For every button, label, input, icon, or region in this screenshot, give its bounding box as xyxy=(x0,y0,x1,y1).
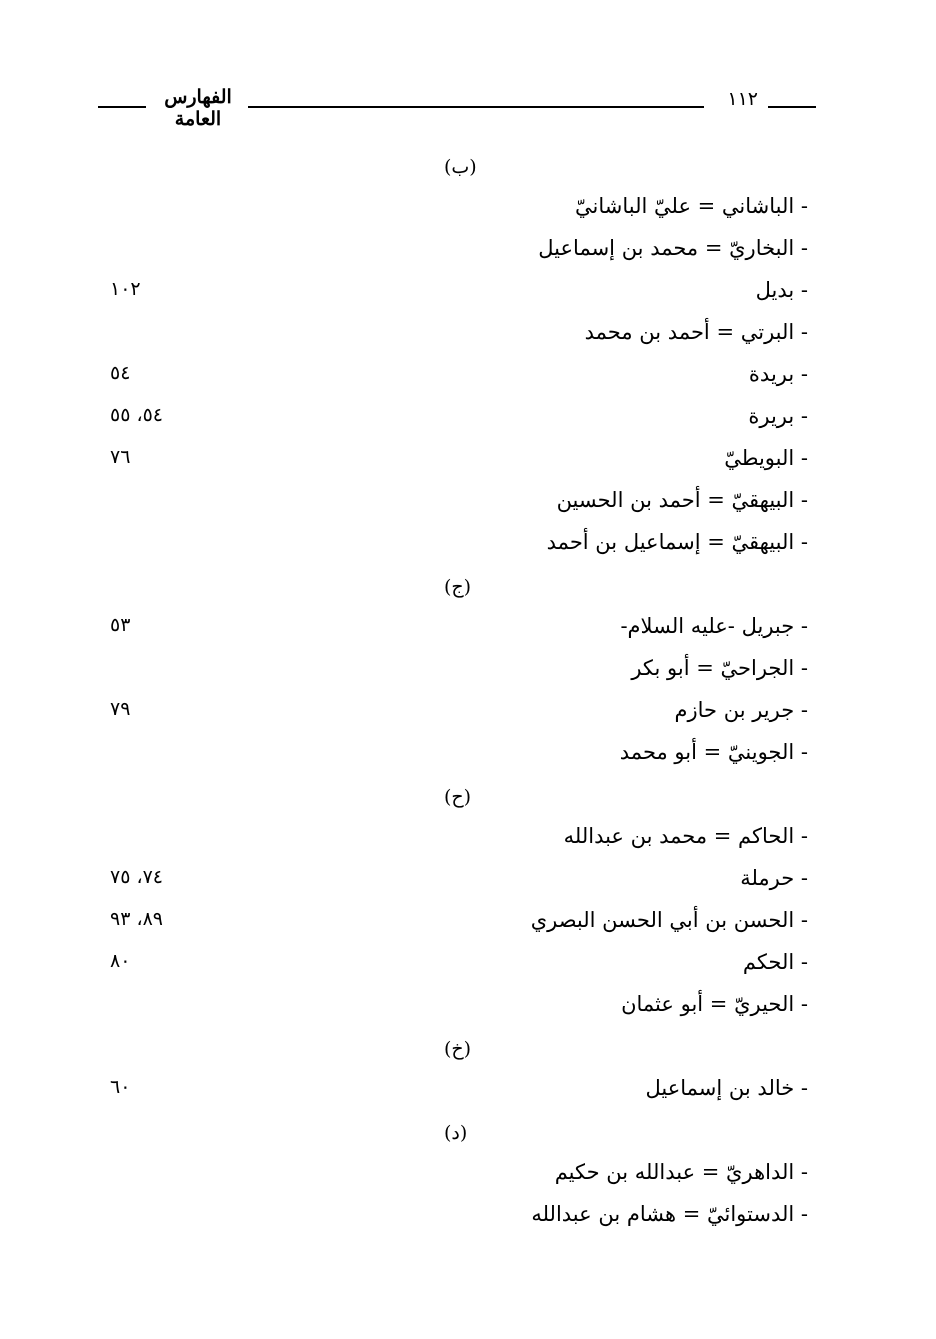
entry-name: - البيهقيّ = إسماعيل بن أحمد xyxy=(546,530,808,554)
header-rule-right xyxy=(768,106,816,108)
entry-page-numbers: ٦٠ xyxy=(110,1076,131,1098)
entry-page-numbers: ٥٣ xyxy=(110,614,131,636)
index-entry xyxy=(108,442,808,484)
index-entry xyxy=(108,316,808,358)
index-entry xyxy=(108,610,808,652)
entry-page-numbers: ٨٩، ٩٣ xyxy=(110,908,164,930)
entry-name: - البيهقيّ = أحمد بن الحسين xyxy=(556,488,808,512)
header-rule-left xyxy=(98,106,146,108)
index-entry xyxy=(108,904,808,946)
entry-name: - الحكم xyxy=(742,950,808,974)
entry-name: - الجراحيّ = أبو بكر xyxy=(631,656,808,680)
entry-name: - بديل xyxy=(755,278,808,302)
header-rule-middle xyxy=(248,106,704,108)
entry-name: - جرير بن حازم xyxy=(674,698,808,722)
entry-name: - الباشاني = عليّ الباشانيّ xyxy=(575,194,808,218)
index-entry xyxy=(108,652,808,694)
index-entry xyxy=(108,946,808,988)
entry-name: - الحسن بن أبي الحسن البصري xyxy=(530,908,808,932)
index-entry xyxy=(108,274,808,316)
entry-name: - الجوينيّ = أبو محمد xyxy=(619,740,808,764)
index-entry xyxy=(108,484,808,526)
index-entry xyxy=(108,694,808,736)
section-letter: (ب) xyxy=(444,156,477,178)
entry-name: - حرملة xyxy=(740,866,808,890)
entry-name: - جبريل -عليه السلام- xyxy=(620,614,808,638)
index-entry xyxy=(108,1156,808,1198)
header-title: الفهارس العامة xyxy=(164,86,232,130)
entry-page-numbers: ١٠٢ xyxy=(110,278,141,300)
section-letter: (د) xyxy=(444,1122,468,1144)
entry-name: - بريرة xyxy=(748,404,808,428)
section-letter-heading xyxy=(108,568,808,610)
section-letter-heading xyxy=(108,1030,808,1072)
index-entry xyxy=(108,400,808,442)
entry-page-numbers: ٥٤ xyxy=(110,362,131,384)
entry-name: - البرتي = أحمد بن محمد xyxy=(584,320,808,344)
entry-name: - البخاريّ = محمد بن إسماعيل xyxy=(538,236,808,260)
index-list xyxy=(108,148,808,1240)
index-entry xyxy=(108,988,808,1030)
running-header xyxy=(98,78,816,130)
entry-page-numbers: ٧٦ xyxy=(110,446,131,468)
index-entry xyxy=(108,736,808,778)
index-entry xyxy=(108,862,808,904)
index-entry xyxy=(108,1072,808,1114)
entry-name: - الحاكم = محمد بن عبدالله xyxy=(563,824,808,848)
section-letter: (ج) xyxy=(444,576,472,598)
index-entry xyxy=(108,232,808,274)
entry-page-numbers: ٨٠ xyxy=(110,950,131,972)
index-entry xyxy=(108,1198,808,1240)
page-number: ١١٢ xyxy=(721,88,764,110)
entry-name: - خالد بن إسماعيل xyxy=(645,1076,808,1100)
index-entry xyxy=(108,358,808,400)
entry-name: - بريدة xyxy=(748,362,808,386)
entry-page-numbers: ٧٤، ٧٥ xyxy=(110,866,164,888)
index-entry xyxy=(108,526,808,568)
section-letter: (خ) xyxy=(444,1038,472,1060)
section-letter-heading xyxy=(108,1114,808,1156)
entry-name: - الداهريّ = عبدالله بن حكيم xyxy=(554,1160,808,1184)
section-letter-heading xyxy=(108,778,808,820)
entry-page-numbers: ٥٤، ٥٥ xyxy=(110,404,164,426)
section-letter: (ح) xyxy=(444,786,472,808)
entry-name: - البويطيّ xyxy=(724,446,808,470)
section-letter-heading xyxy=(108,148,808,190)
entry-page-numbers: ٧٩ xyxy=(110,698,131,720)
entry-name: - الحيريّ = أبو عثمان xyxy=(621,992,808,1016)
entry-name: - الدستوائيّ = هشام بن عبدالله xyxy=(531,1202,808,1226)
index-entry xyxy=(108,190,808,232)
index-entry xyxy=(108,820,808,862)
